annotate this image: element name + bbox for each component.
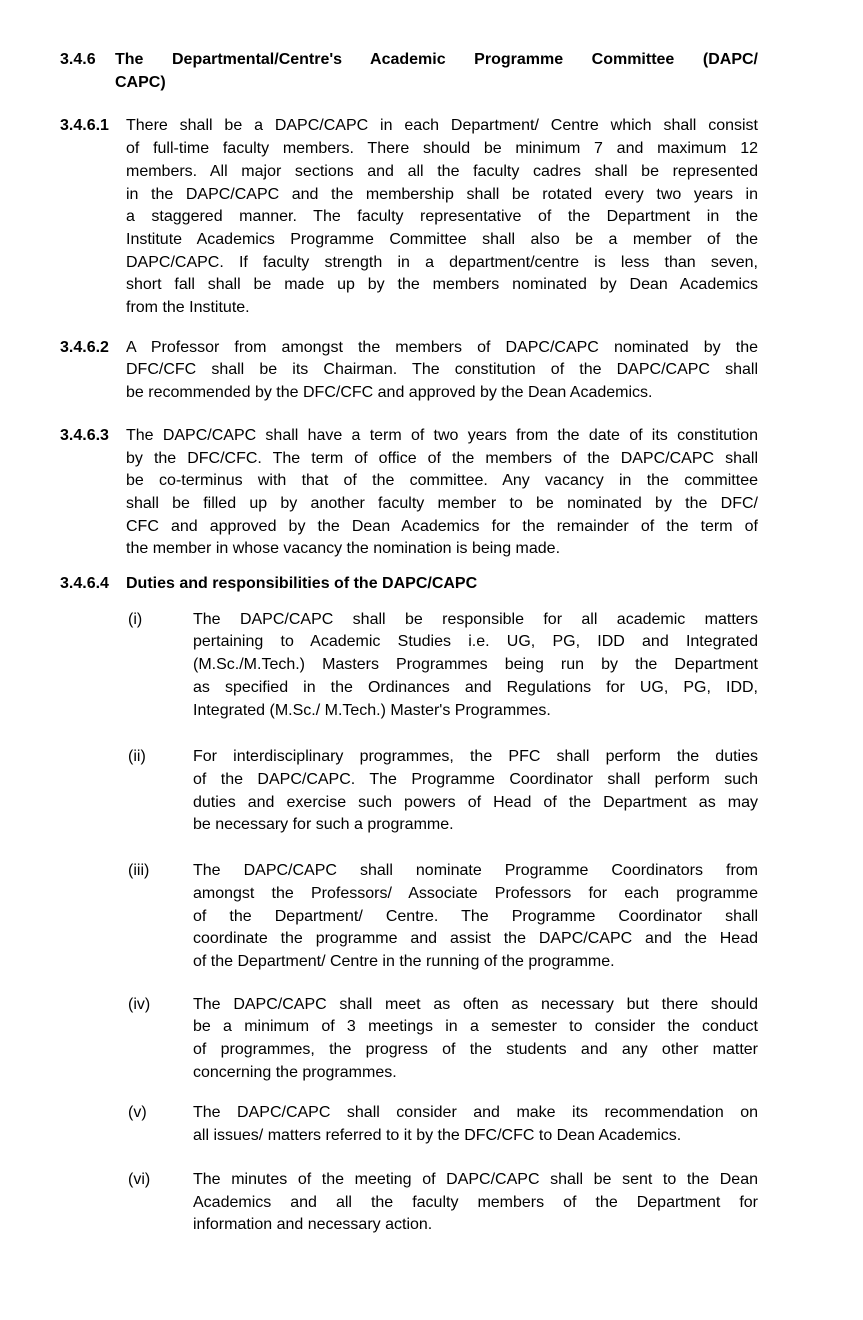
text-line: of the Department/ Centre. The Programme Coordinator shall [193, 907, 758, 925]
text-line: a staggered manner. The faculty representative of the Department in the [126, 208, 758, 226]
subheading-text [126, 573, 758, 596]
text-line: by the DFC/CFC. The term of office of the members of the DAPC/CAPC shall [126, 449, 758, 467]
list-item-label: (iv) [128, 995, 151, 1013]
text-line: The Departmental/Centre's Academic Programme Committee (DAPC/ [115, 51, 758, 68]
duty-item-iv [128, 994, 863, 1085]
clause-3-4-6-1 [60, 115, 863, 319]
duty-item-iii [128, 860, 863, 974]
list-item-text [193, 860, 758, 974]
text-line: members. All major sections and all the faculty cadres shall be represented [126, 162, 758, 180]
text-line: The DAPC/CAPC shall meet as often as necessary but there should [193, 995, 758, 1013]
text-line: The DAPC/CAPC shall have a term of two years from the date of its constitution [126, 426, 758, 444]
text-line: of the DAPC/CAPC. The Programme Coordinator shall perform such [193, 770, 758, 788]
text-line: of the Department/ Centre in the running of the programme. [193, 952, 615, 970]
list-item-label: (vi) [128, 1170, 151, 1188]
text-line: Integrated (M.Sc./ M.Tech.) Master's Programmes. [193, 701, 551, 719]
text-line: of programmes, the progress of the students and any other matter [193, 1041, 758, 1059]
text-line: CFC and approved by the Dean Academics for the remainder of the term of [126, 517, 758, 535]
text-line: be co-terminus with that of the committee. Any vacancy in the committee [126, 472, 758, 490]
text-line: the member in whose vacancy the nomination is being made. [126, 540, 561, 558]
list-item-label: (iii) [128, 862, 150, 880]
list-item-label: (v) [128, 1104, 147, 1122]
text-line: duties and exercise such powers of Head of the Department as may [193, 793, 758, 811]
clause-number: 3.4.6.3 [60, 426, 109, 444]
text-line: information and necessary action. [193, 1216, 433, 1234]
text-line: The DAPC/CAPC shall be responsible for all academic matters [193, 610, 758, 628]
text-line: DFC/CFC shall be its Chairman. The constitution of the DAPC/CAPC shall [126, 361, 758, 379]
text-line: be a minimum of 3 meetings in a semester to consider the conduct [193, 1018, 758, 1036]
text-line: short fall shall be made up by the members nominated by Dean Academics [126, 276, 758, 294]
text-line: CAPC) [115, 73, 166, 91]
text-line: amongst the Professors/ Associate Professors for each programme [193, 884, 758, 902]
list-item-text [193, 1169, 758, 1237]
text-line: in the DAPC/CAPC and the membership shall be rotated every two years in [126, 185, 758, 203]
text-line: DAPC/CAPC. If faculty strength in a department/centre is less than seven, [126, 253, 758, 271]
clause-number: 3.4.6.4 [60, 575, 109, 593]
text-line: Academics and all the faculty members of the Department for [193, 1193, 758, 1211]
list-item-label: (ii) [128, 748, 146, 766]
list-item-text [193, 1102, 758, 1147]
clause-text [126, 337, 758, 405]
section-heading-text [115, 49, 758, 94]
list-item-label: (i) [128, 610, 143, 628]
text-line: The DAPC/CAPC shall nominate Programme Coordinators from [193, 862, 758, 880]
text-line: pertaining to Academic Studies i.e. UG, PG, IDD and Integrated [193, 633, 758, 651]
duty-item-ii [128, 746, 863, 837]
duty-item-vi [128, 1169, 863, 1237]
text-line: all issues/ matters referred to it by the DFC/CFC to Dean Academics. [193, 1127, 682, 1145]
text-line: of full-time faculty members. There should be minimum 7 and maximum 12 [126, 140, 758, 158]
text-line: The DAPC/CAPC shall consider and make its recommendation on [193, 1104, 758, 1122]
clause-text [126, 115, 758, 319]
text-line: be necessary for such a programme. [193, 816, 454, 834]
section-heading-3-4-6 [60, 49, 863, 94]
list-item-text [193, 746, 758, 837]
text-line: For interdisciplinary programmes, the PFC shall perform the duties [193, 748, 758, 766]
list-item-text [193, 994, 758, 1085]
text-line: Duties and responsibilities of the DAPC/CAPC [126, 575, 478, 593]
text-line: concerning the programmes. [193, 1063, 397, 1081]
clause-3-4-6-3 [60, 425, 863, 561]
text-line: A Professor from amongst the members of DAPC/CAPC nominated by the [126, 338, 758, 356]
text-line: from the Institute. [126, 299, 250, 317]
text-line: as specified in the Ordinances and Regulations for UG, PG, IDD, [193, 678, 758, 696]
text-line: Institute Academics Programme Committee shall also be a member of the [126, 230, 758, 248]
text-line: be recommended by the DFC/CFC and approved by the Dean Academics. [126, 384, 653, 402]
clause-number: 3.4.6.1 [60, 117, 109, 135]
duty-item-v [128, 1102, 863, 1147]
list-item-text [193, 609, 758, 723]
duty-item-i [128, 609, 863, 723]
subheading-3-4-6-4 [60, 573, 863, 596]
section-number: 3.4.6 [60, 51, 96, 68]
text-line: coordinate the programme and assist the DAPC/CAPC and the Head [193, 930, 758, 948]
clause-3-4-6-2 [60, 337, 863, 405]
clause-text [126, 425, 758, 561]
clause-number: 3.4.6.2 [60, 338, 109, 356]
text-line: shall be filled up by another faculty member to be nominated by the DFC/ [126, 494, 758, 512]
text-line: (M.Sc./M.Tech.) Masters Programmes being run by the Department [193, 656, 758, 674]
text-line: There shall be a DAPC/CAPC in each Department/ Centre which shall consist [126, 117, 758, 135]
text-line: The minutes of the meeting of DAPC/CAPC shall be sent to the Dean [193, 1170, 758, 1188]
